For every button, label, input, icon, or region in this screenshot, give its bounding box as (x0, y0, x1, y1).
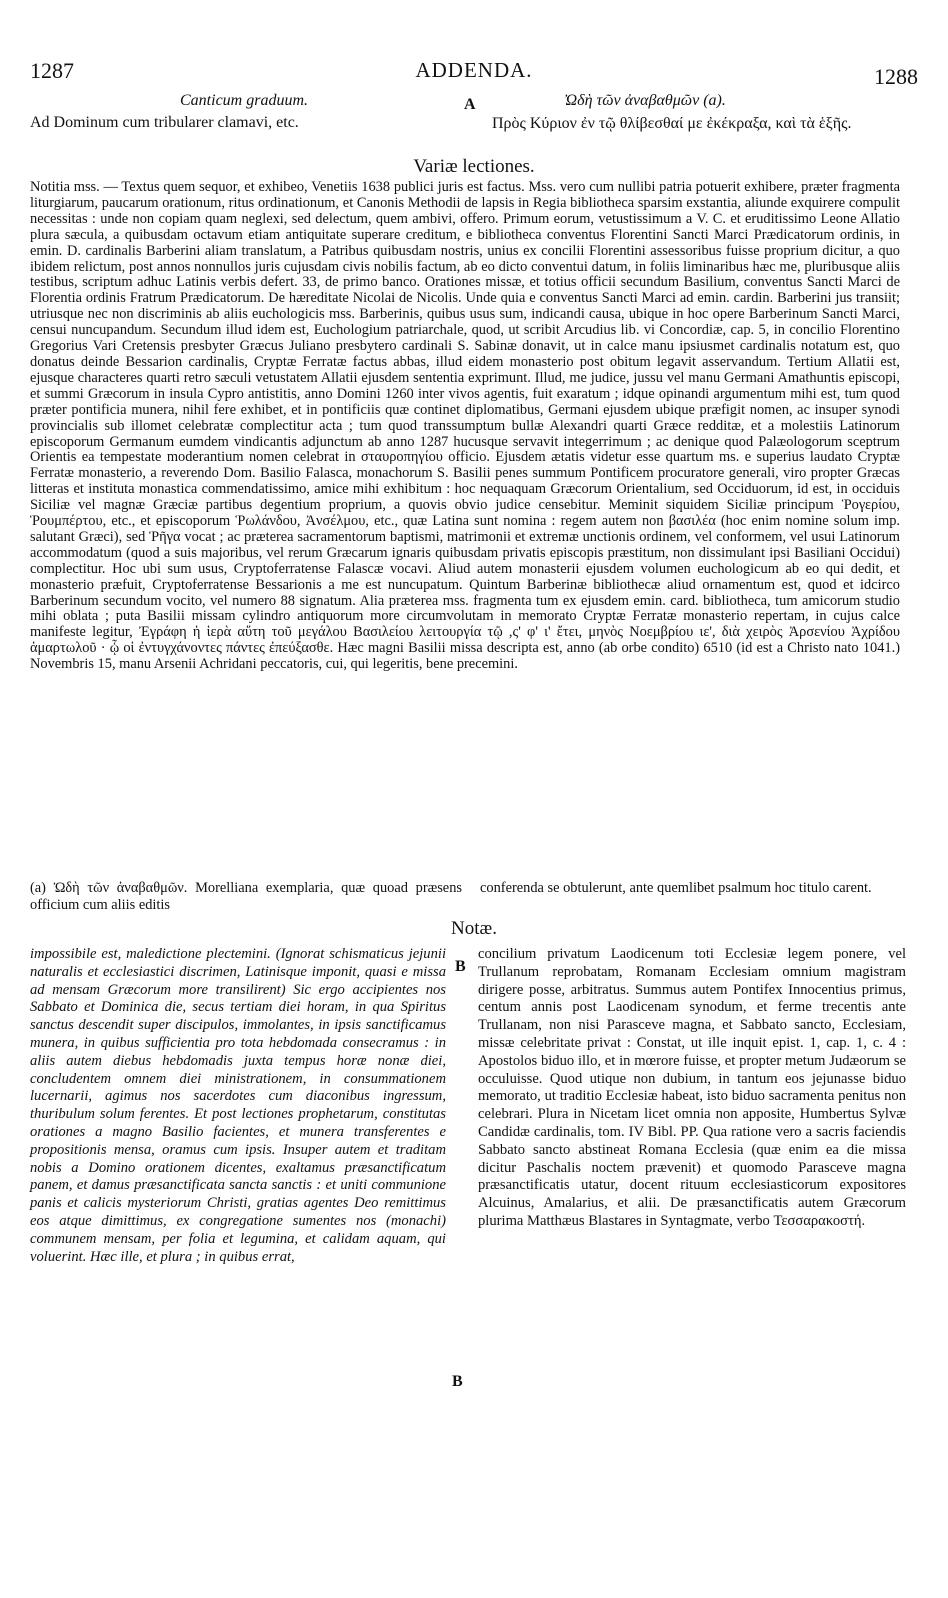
notae-left-paragraph: impossibile est, maledictione plectemini. (Ignorat schismaticus jejunii naturalis et ecclesiastici discrimen, Latinisque imponit, quasi e missa ad mensam Græcorum more transilirent) Sic ergo accipientes nos Sabbato et Dominica die, secus tertiam diei horam, in qua Spiritus sanctus descendit super discipulos, immolantes, in ipsis sanctificamus munera, in quibus sufficientia pro tota hebdomada consecramus : in aliis autem diebus hebdomadis juxta tempus horæ nonæ diei, concludentem omnem diei ministrationem, in consummationem lucernarii, agimus nos sacerdotes cum diaconibus ingressum, thuribulum solum ferentes. Et post lectiones prophetarum, constitutas orationes a magno Basilio facientes, et munera transferentes e propositionis mensa, oramus cum ipsis. Insuper autem et traditam nobis a Domino orationem dicentes, exaltamus præsanctificatum panem, et damus præsanctificata sancta sanctis : et uniti communione panis et calicis mysteriorum Christi, gratias agentes Deo remittimus eos atque dimittimus, ex congregatione sumentes nos (monachi) communem mensam, per folia et legumina, et calidam aquam, qui voluerint. Hæc ille, et plura ; in quibus errat, (30, 946, 446, 1265)
notae-column-right (478, 946, 906, 1231)
greek-title: Ὠδὴ τῶν ἀναβαθμῶν (a). (564, 92, 726, 109)
page-title: ADDENDA. (415, 58, 533, 82)
latin-title: Canticum graduum. (180, 92, 308, 109)
page-number-left: 1287 (30, 58, 74, 83)
footnote-right: conferenda se obtulerunt, ante quemlibet psalmum hoc titulo carent. (480, 880, 872, 896)
footnote-left: (a) Ὠδὴ τῶν ἀναβαθμῶν. Morelliana exemplaria, quæ quoad præsens officium cum aliis editis (30, 880, 462, 913)
notae-heading: Notæ. (451, 918, 497, 939)
notae-column-left (30, 946, 446, 1266)
latin-incipit: Ad Dominum cum tribularer clamavi, etc. (30, 114, 299, 131)
variae-heading: Variæ lectiones. (413, 156, 535, 177)
canticum-heading (30, 92, 918, 152)
variae-paragraph: Notitia mss. — Textus quem sequor, et exhibeo, Venetiis 1638 publici juris est factus. Mss. vero cum nullibi patria potuerit exhibere, præter fragmenta liturgiarum, paucarum orationum, ritus ordinationum, et Canonis Methodii de lapsis in Regia bibliotheca sparsim exstantia, aliunde exquirere compulit necessitas : unde non copiam quam neglexi, sed delectum, quem ambivi, offero. Primum eorum, vetustissimum a V. C. et eruditissimo Leone Allatio plura sæcula, a quibusdam octavum etiam antiquitate superare creditum, e bibliotheca conventus Florentini Sancti Marci Prædicatorum ordinis, in emin. D. cardinalis Barberini aliam translatum, a Patribus quibusdam nostris, unius ex concilii Florentini assessoribus fuisse proprium dicitur, a quo ibidem relictum, post annos nonnullos juris cujusdam civis nobilis factum, ab eo dicto conventui datum, in foliis liminaribus hæc me, pluribusque aliis testibus, scriptum adhuc Latinis verbis defert. 33, de primo banco. Orationes missæ, et totius officii secundum Basilium, conventus Sancti Marci de Florentia ordinis Fratrum Prædicatorum. De hæreditate Nicolai de Nicolis. Unde quia e conventus Sancti Marci ad emin. cardin. Barberini jus transiit; utriusque nec non discriminis ab aliis euchologicis mss. Barberinis, quibus usus sum, indicandi causa, ubique in hoc opere Barberinum Sancti Marci, censui nuncupandum. Secundum illud idem est, Euchologium patriarchale, quod, ut scribit Arcudius lib. vi Concordiæ, cap. 5, in concilio Florentino Gregorius Vari Cretensis presbyter Græcus Juliano presbytero cardinali S. Sabinæ donavit, ut in calce manu ipsiusmet cardinalis notatum est, quo donatus deinde Bessarion cardinalis, Cryptæ Ferratæ factus abbas, illud eidem monasterio post obitum legavit asservandum. Tertium Allatii est, ejusque characteres quarti retro sæculi vetustatem Allatii ejusdem sententia exprimunt. Illud, me judice, jussu vel manu Germani Amathuntis episcopi, et summi Græcorum in insula Cypro antistitis, anno Domini 1260 inter vivos agentis, fuit exaratum ; idque opinandi argumentum mihi est, tum quod præter pontificia munera, nihil fere exhibet, et in pontificiis quæ continet diplomatibus, Germani ejusdem ubique præfigit nomen, ac insuper synodi provincialis sub illomet celebratæ complectitur acta ; tum quod transsumptum bullæ Alexandri quarti Græce redditæ, et a molestiis Latinorum episcoporum Germanum eumdem vindicantis adjunctum ab anno 1287 hucusque servavit integerrimum ; ac denique quod Palæologorum sceptrum Orientis ea tempestate moderantium nomen celebrat in σταυροπηγίου officio. Ejusdem ætatis videtur esse quartum ms. e superius laudato Cryptæ Ferratæ monasterio, a reverendo Dom. Basilio Falasca, monachorum S. Basilii penes summum Pontificem procuratore generali, viro propter Græcas litteras et instituta monastica commendatissimo, amice mihi exhibitum : hoc nequaquam Græcorum Orientalium, sed Occiduorum, id est, in occiduis Siciliæ vel magnæ Græciæ partibus degentium proprium, a quovis obvio judice censebitur. Meminit siquidem Siciliæ principum Ῥογερίου, Ῥουμπέρτου, etc., et episcoporum Ῥωλάνδου, Ἀνσέλμου, etc., quæ Latina sunt nomina : regem autem non βασιλέα (hoc enim nomine solum imp. salutant Græci), sed Ῥῆγα vocat ; ac præterea sacramentorum baptismi, matrimonii et extremæ unctionis ordinem, vel conformem, vel usui Latinorum accommodatum (quod a suis majoribus, vel rerum Græcarum ignaris quibusdam privatis episcopis præstitum, non dissimulant ipsi Basiliani Occidui) complectitur. Hoc ubi sum usus, Cryptoferratense Falascæ vocavi. Aliud autem monasterii ejusdem volumen euchologicum ab eo qui dedit, et monasterio præfuit, Cryptoferratense Bessarionis a me est nuncupatum. Quintum Barberinæ bibliothecæ aliud ornamentum est, quod et idcirco Barberinum secundum vocito, vel numero 88 signatum. Alia præterea mss. fragmenta tum ex ejusdem emin. card. bibliotheca, tum amicorum studio mihi oblata ; puta Basilii missam cylindro antiquorum more circumvolutam in memorato Cryptæ Ferratæ monasterio repertam, in cujus calce manifeste legitur, Ἐγράφη ἡ ἱερὰ αὕτη τοῦ μεγάλου Βασιλείου λειτουργία τῷ ,ς' φ' ι' ἔτει, μηνὸς Νοεμβρίου ιε', διὰ χειρὸς Ἀρσενίου Ἀχρίδου ἁμαρτωλοῦ · ᾧ οἱ ἐντυγχάνοντες πάντες ἐπεύξασθε. Hæc magni Basilii missa descripta est, anno (ab orbe condito) 6510 (id est a Christo nato 1041.) Novembris 15, manu Arsenii Achridani peccatoris, cui, qui legeritis, bene precemini. (30, 179, 900, 673)
margin-marker-b: B (452, 1373, 463, 1390)
variae-lectiones-text (30, 180, 900, 673)
greek-incipit: Πρὸς Κύριον ἐν τῷ θλίβεσθαί με ἐκέκραξα, καὶ τὰ ἑξῆς. (492, 115, 852, 132)
column-marker: A (464, 96, 476, 113)
notae-right-paragraph: concilium privatum Laodicenum toti Ecclesiæ legem ponere, vel Trullanum reprobatam, Romanam Ecclesiam omnium magistram dirigere posse, arbitratus. Summus autem Pontifex Innocentius primus, centum annis post Laodicenam synodum, et ferme trecentis ante Trullanam, non nisi Parasceve magna, et Sabbato sancto, Ecclesiam, missæ celebritate privat : Constat, ut ille inquit epist. 1, cap. 1, c. 4 : Apostolos biduo illo, et in mœrore fuisse, et propter metum Judæorum se occuluisse. Quod utique non dubium, in tantum eos jejunasse biduo memorato, ut traditio Ecclesiæ habeat, isto biduo sacramenta penitus non celebrari. Plura in Nicetam licet omnia non apposite, Humbertus Sylvæ Candidæ cardinalis, tom. IV Bibl. PP. Qua ratione vero a sacris faciendis Sabbato sancto abstineat Romana Ecclesia (quæ enim ea die missa dicitur Paschalis noctem prævenit) et quomodo Parasceve magna præsanctificatis utatur, docent rituum ecclesiasticorum expositores Alcuinus, Amalarius, et alii. De præsanctificatis autem Græcorum plurima Matthæus Blastares in Syntagmate, verbo Τεσσαρακοστή. (478, 946, 906, 1229)
page-number-right: 1288 (874, 64, 918, 89)
running-head (30, 58, 918, 94)
margin-marker-b: B (455, 958, 466, 975)
